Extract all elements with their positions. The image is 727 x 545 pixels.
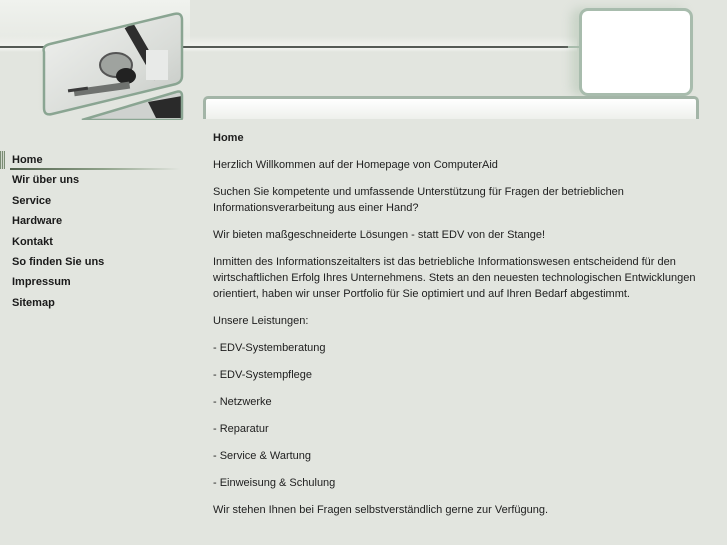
sidebar-item-sitemap[interactable]: Sitemap (12, 296, 55, 309)
service-item: - EDV-Systempflege (213, 369, 313, 381)
sidebar-item-wir-ueber-uns[interactable]: Wir über uns (12, 174, 80, 187)
sidebar-nav (0, 150, 200, 313)
sidebar-item-kontakt[interactable]: Kontakt (12, 235, 53, 248)
sidebar-item-home[interactable]: Home (0, 150, 200, 170)
about-paragraph: Inmitten des Informationszeitalters ist das betriebliche Informationswesen entscheidend für den wirtschaftlichen Erfolg Ihres Unternehmens. Stets an den neuesten technologischen Entwicklungen orientiert, haben wir unser Portfolio für Sie optimiert und auf Ihren Bedarf abgestimmt. (213, 256, 696, 300)
header-banner (0, 0, 727, 122)
sidebar-item-service[interactable]: Service (12, 194, 52, 207)
service-item: - Service & Wartung (213, 450, 312, 462)
main-content (213, 130, 713, 529)
service-item: - EDV-Systemberatung (213, 342, 326, 354)
page-title: Home (213, 132, 244, 144)
services-heading: Unsere Leistungen: (213, 315, 309, 327)
welcome-text: Herzlich Willkommen auf der Homepage von ComputerAid (213, 159, 498, 171)
service-item: - Einweisung & Schulung (213, 477, 336, 489)
logo-box (579, 8, 693, 96)
sidebar-item-hardware[interactable]: Hardware (12, 215, 63, 228)
service-item: - Netzwerke (213, 396, 272, 408)
sidebar-item-impressum[interactable]: Impressum (12, 276, 71, 289)
header-photo (38, 10, 188, 120)
sidebar-item-so-finden-sie-uns[interactable]: So finden Sie uns (12, 255, 105, 268)
tagline: Wir bieten maßgeschneiderte Lösungen - statt EDV von der Stange! (213, 229, 546, 241)
intro-question: Suchen Sie kompetente und umfassende Unterstützung für Fragen der betrieblichen Informationsverarbeitung aus einer Hand? (213, 186, 624, 214)
content-title-bar (203, 96, 699, 119)
closing-text: Wir stehen Ihnen bei Fragen selbstverständlich gerne zur Verfügung. (213, 504, 549, 516)
hardware-photo-icon (38, 10, 188, 120)
service-item: - Reparatur (213, 423, 269, 435)
